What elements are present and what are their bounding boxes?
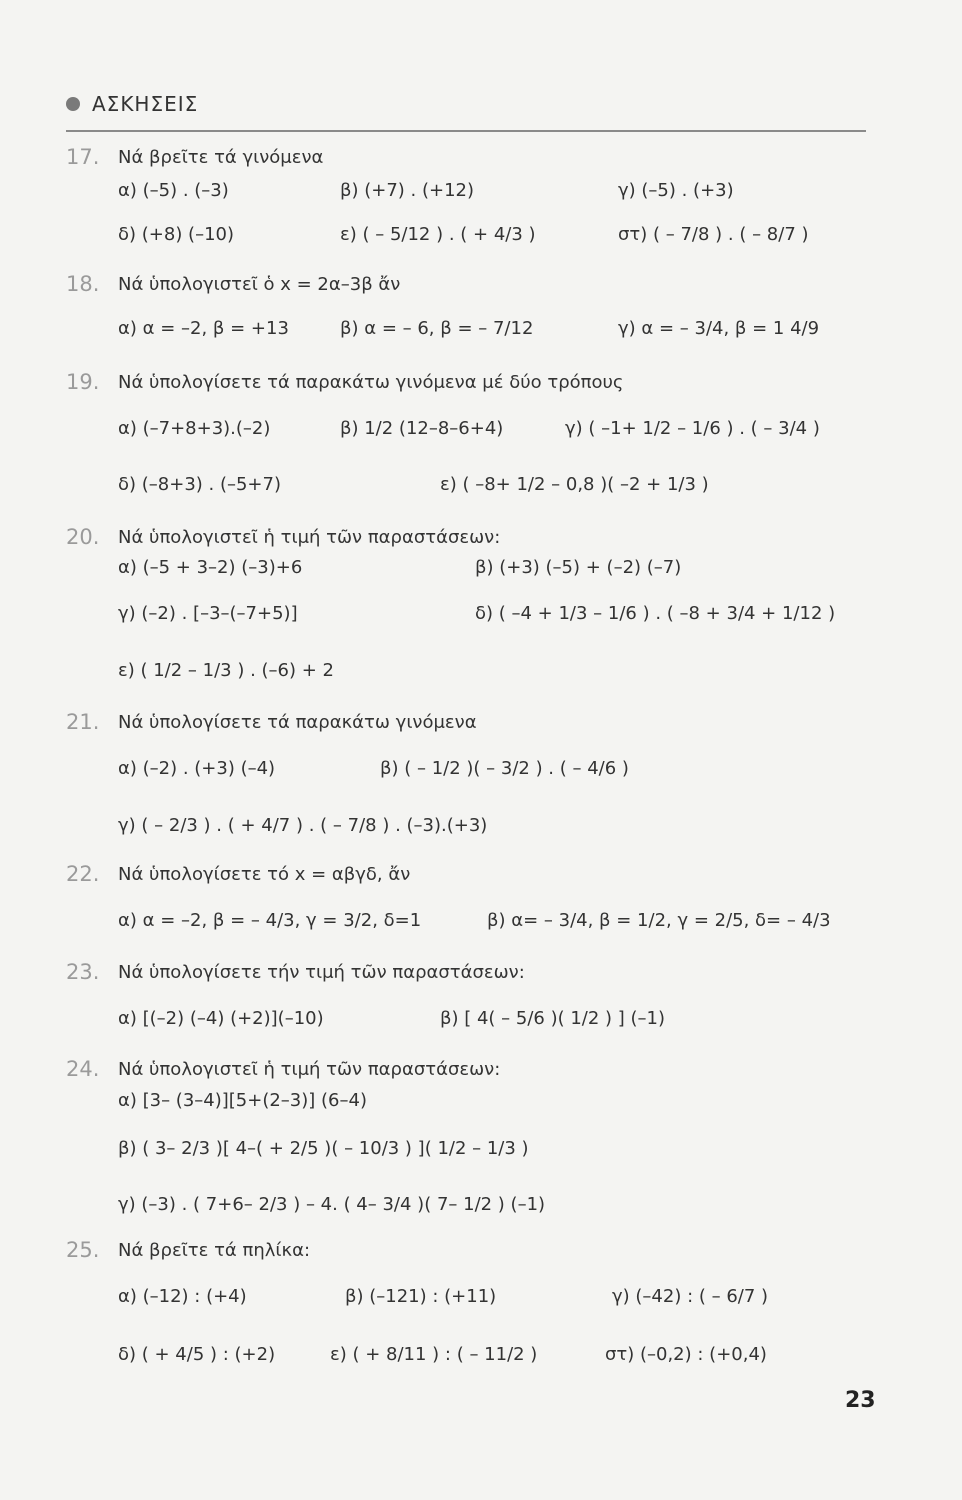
exercise-number: 22. [66,862,100,886]
bullet-icon [66,97,80,111]
exercise-number: 23. [66,960,100,984]
exercise-statement: Νά ὑπολογιστεῖ ὁ x = 2α–3β ἄν [118,274,401,295]
exercise-item: α) (–5) . (–3) [118,180,229,201]
exercise-item: γ) ( –1+ 1/2 – 1/6 ) . ( – 3/4 ) [565,418,820,439]
exercise-item: στ) (–0,2) : (+0,4) [605,1344,767,1365]
page-number: 23 [845,1388,876,1413]
exercise-item: δ) (–8+3) . (–5+7) [118,474,281,495]
exercise-statement: Νά ὑπολογιστεῖ ἡ τιμή τῶν παραστάσεων: [118,527,501,548]
exercise-item: β) 1/2 (12–8–6+4) [340,418,504,439]
exercise-item: β) α = – 6, β = – 7/12 [340,318,534,339]
exercise-item: β) ( – 1/2 )( – 3/2 ) . ( – 4/6 ) [380,758,629,779]
exercise-item: δ) ( + 4/5 ) : (+2) [118,1344,276,1365]
exercise-item: ε) ( + 8/11 ) : ( – 11/2 ) [330,1344,538,1365]
exercise-item: β) (+7) . (+12) [340,180,475,201]
exercise-number: 21. [66,710,100,734]
exercise-number: 24. [66,1057,100,1081]
exercise-statement: Νά ὑπολογίσετε τά παρακάτω γινόμενα [118,712,477,733]
exercise-item: γ) (–3) . ( 7+6– 2/3 ) – 4. ( 4– 3/4 )( 7– 1/2 ) (–1) [118,1194,546,1215]
exercise-item: β) ( 3– 2/3 )[ 4–( + 2/5 )( – 10/3 ) ]( 1/2 – 1/3 ) [118,1138,529,1159]
exercise-statement: Νά ὑπολογίσετε τό x = αβγδ, ἄν [118,864,411,885]
exercise-number: 17. [66,145,100,169]
exercise-item: ε) ( – 5/12 ) . ( + 4/3 ) [340,224,536,245]
exercise-item: στ) ( – 7/8 ) . ( – 8/7 ) [618,224,809,245]
exercise-item: δ) (+8) (–10) [118,224,235,245]
exercise-number: 18. [66,272,100,296]
exercise-statement: Νά ὑπολογίσετε τήν τιμή τῶν παραστάσεων: [118,962,525,983]
exercise-item: α) (–7+8+3).(–2) [118,418,271,439]
exercise-item: δ) ( –4 + 1/3 – 1/6 ) . ( –8 + 3/4 + 1/12 ) [475,603,836,624]
exercise-item: γ) ( – 2/3 ) . ( + 4/7 ) . ( – 7/8 ) . (–3).(+3) [118,815,488,836]
exercise-number: 20. [66,525,100,549]
exercise-statement: Νά ὑπολογίσετε τά παρακάτω γινόμενα μέ δύο τρόπους [118,372,624,393]
exercise-item: α) (–5 + 3–2) (–3)+6 [118,557,303,578]
exercise-item: ε) ( 1/2 – 1/3 ) . (–6) + 2 [118,660,334,681]
exercise-statement: Νά ὑπολογιστεῖ ἡ τιμή τῶν παραστάσεων: [118,1059,501,1080]
exercise-item: β) (+3) (–5) + (–2) (–7) [475,557,682,578]
exercise-item: α) [3– (3–4)][5+(2–3)] (6–4) [118,1090,367,1111]
exercise-item: α) (–2) . (+3) (–4) [118,758,276,779]
exercise-item: α) α = –2, β = +13 [118,318,289,339]
exercise-number: 25. [66,1238,100,1262]
exercise-statement: Νά βρεῖτε τά πηλίκα: [118,1240,311,1261]
exercise-item: β) (–121) : (+11) [345,1286,497,1307]
section-header [66,92,198,116]
exercise-item: γ) (–42) : ( – 6/7 ) [612,1286,769,1307]
exercise-item: γ) α = – 3/4, β = 1 4/9 [618,318,820,339]
header-divider [66,130,866,132]
section-title: ΑΣΚΗΣΕΙΣ [92,92,199,116]
exercise-item: α) (–12) : (+4) [118,1286,247,1307]
exercise-item: ε) ( –8+ 1/2 – 0,8 )( –2 + 1/3 ) [440,474,709,495]
exercise-item: α) α = –2, β = – 4/3, γ = 3/2, δ=1 [118,910,422,931]
exercise-item: γ) (–5) . (+3) [618,180,734,201]
exercise-statement: Νά βρεῖτε τά γινόμενα [118,147,324,168]
exercise-item: β) α= – 3/4, β = 1/2, γ = 2/5, δ= – 4/3 [487,910,831,931]
exercise-item: α) [(–2) (–4) (+2)](–10) [118,1008,324,1029]
exercise-item: β) [ 4( – 5/6 )( 1/2 ) ] (–1) [440,1008,666,1029]
exercise-item: γ) (–2) . [–3–(–7+5)] [118,603,298,624]
exercise-number: 19. [66,370,100,394]
